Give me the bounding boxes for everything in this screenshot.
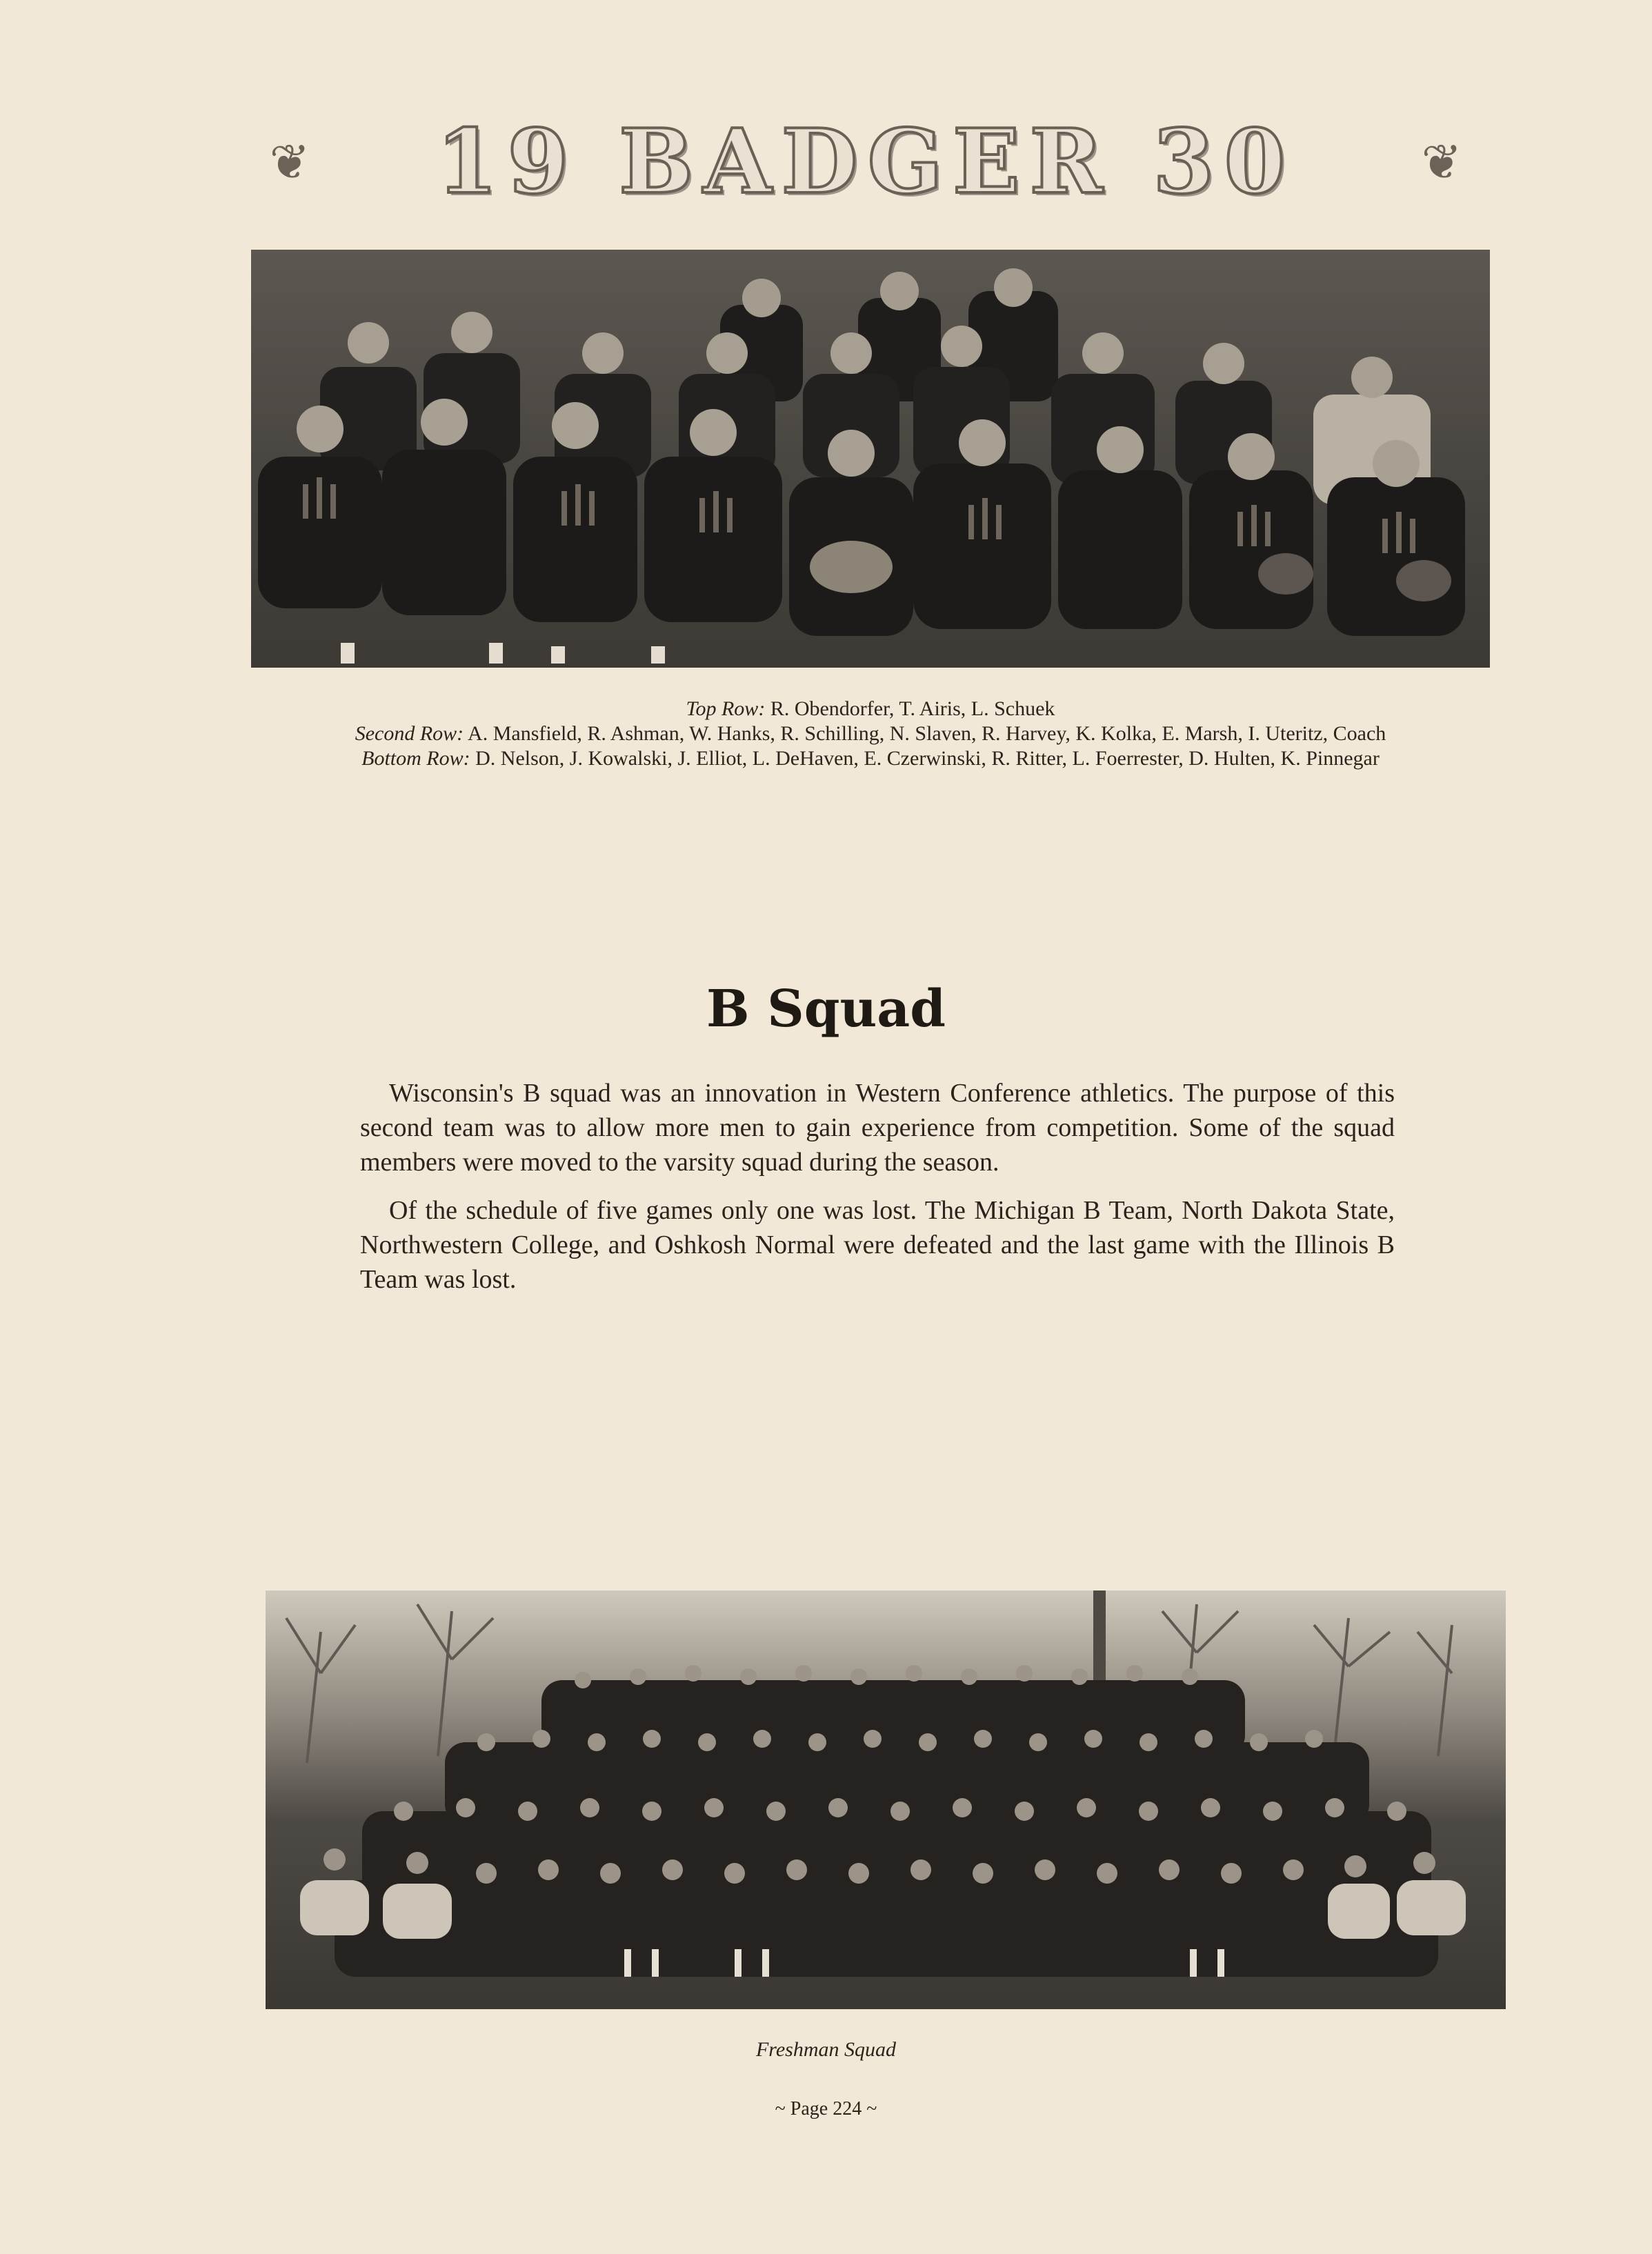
ornament-right-icon: ❦ [1421,136,1462,190]
caption-top-row [251,697,1490,721]
bottom-row-label: Bottom Row: [361,747,470,770]
b-squad-team-photo [251,250,1490,668]
top-row-label: Top Row: [686,697,766,720]
article-paragraph: Of the schedule of five games only one was lost. The Michigan B Team, North Dakota State, Northwestern College, and Oshkosh Normal were defeated and the last game with the Illinois B Team was lost. [360,1196,1395,1294]
article-paragraph: Wisconsin's B squad was an innovation in Western Conference athletics. The purpose of this second team was to allow more men to gain experience from competition. Some of the squad members were moved to the varsity squad during the season. [360,1079,1395,1177]
freshman-photo-caption: Freshman Squad [755,2038,897,2061]
page-number: ~ Page 224 ~ [775,2098,877,2120]
second-row-names: A. Mansfield, R. Ashman, W. Hanks, R. Schilling, N. Slaven, R. Harvey, K. Kolka, E. Marsh, I. Uteritz, Coach [468,722,1386,745]
freshman-photo-image [266,1590,1506,2009]
caption-bottom-row [251,746,1490,771]
caption-second-row [251,721,1490,746]
ornamental-header [248,110,1483,214]
header-title: 19 BADGER 30 [436,110,1295,214]
freshman-squad-photo [266,1590,1506,2009]
article-body [360,1076,1395,1310]
second-row-label: Second Row: [355,722,464,745]
top-row-names: R. Obendorfer, T. Airis, L. Schuek [770,697,1055,720]
ornament-left-icon: ❦ [269,136,310,190]
bottom-row-names: D. Nelson, J. Kowalski, J. Elliot, L. DeHaven, E. Czerwinski, R. Ritter, L. Foerrester, D. Hulten, K. Pinnegar [475,747,1380,770]
section-title: B Squad [706,979,946,1039]
team-photo-caption [251,697,1490,771]
b-squad-photo-image [251,250,1490,668]
